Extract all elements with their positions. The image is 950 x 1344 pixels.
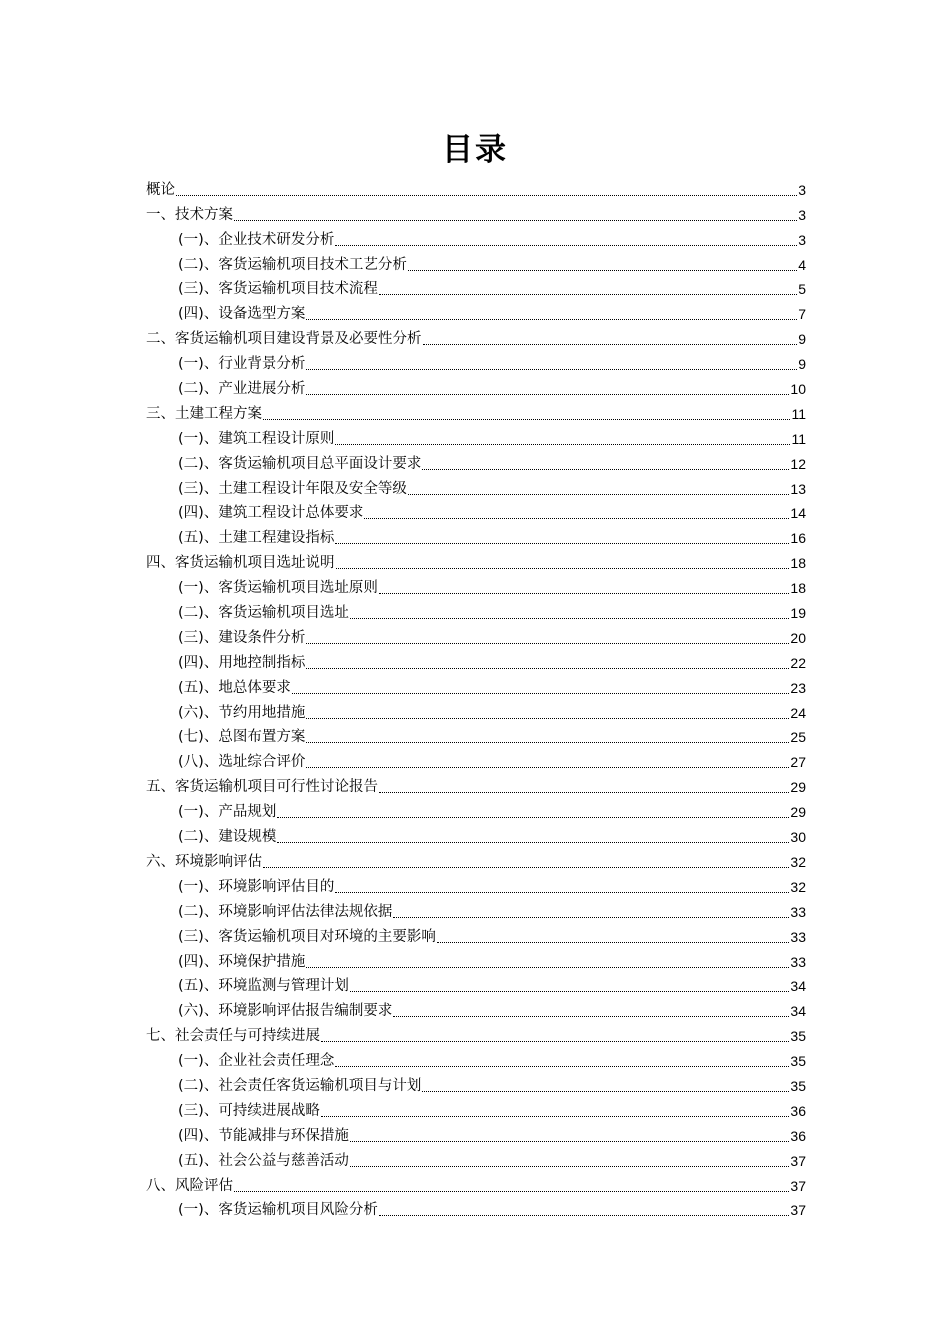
toc-dot-leader <box>350 618 790 619</box>
toc-section-entry[interactable] <box>146 948 806 973</box>
toc-page-number: 12 <box>790 455 806 472</box>
toc-page-number: 5 <box>798 281 806 298</box>
toc-page-number: 3 <box>798 181 806 198</box>
toc-dot-leader <box>336 568 790 569</box>
toc-chapter-entry[interactable] <box>146 400 806 425</box>
toc-section-entry[interactable] <box>146 748 806 773</box>
toc-dot-leader <box>292 693 790 694</box>
toc-page-number: 33 <box>790 928 806 945</box>
toc-page-number: 3 <box>798 206 806 223</box>
toc-chapter-entry[interactable] <box>146 848 806 873</box>
toc-page-number: 32 <box>790 878 806 895</box>
toc-entry-title: 六、环境影响评估 <box>146 853 262 870</box>
toc-section-entry[interactable] <box>146 997 806 1022</box>
toc-page-number: 10 <box>790 381 806 398</box>
toc-page-number: 35 <box>790 1028 806 1045</box>
toc-page-number: 20 <box>790 629 806 646</box>
toc-page-number: 35 <box>790 1053 806 1070</box>
toc-section-entry[interactable] <box>146 674 806 699</box>
toc-entry-title: (五)、环境监测与管理计划 <box>178 978 349 995</box>
toc-page-number: 14 <box>790 505 806 522</box>
toc-page-number: 27 <box>790 754 806 771</box>
toc-dot-leader <box>306 369 797 370</box>
toc-entry-title: 概论 <box>146 181 175 198</box>
toc-entry-title: (五)、社会公益与慈善活动 <box>178 1152 349 1169</box>
toc-dot-leader <box>335 543 789 544</box>
toc-dot-leader <box>335 892 789 893</box>
toc-entry-title: (一)、环境影响评估目的 <box>178 878 335 895</box>
toc-dot-leader <box>393 1016 789 1017</box>
toc-page-number: 11 <box>791 430 806 447</box>
toc-entry-title: (一)、客货运输机项目选址原则 <box>178 580 378 597</box>
toc-page-number: 25 <box>790 729 806 746</box>
toc-page-number: 7 <box>798 306 806 323</box>
toc-page-number: 13 <box>790 480 806 497</box>
toc-chapter-entry[interactable] <box>146 549 806 574</box>
toc-page-number: 22 <box>790 654 806 671</box>
toc-section-entry[interactable] <box>146 1147 806 1172</box>
toc-chapter-entry[interactable] <box>146 176 806 201</box>
toc-dot-leader <box>306 319 797 320</box>
toc-page-number: 23 <box>790 679 806 696</box>
toc-dot-leader <box>408 494 790 495</box>
toc-page-number: 33 <box>790 903 806 920</box>
toc-page-number: 37 <box>790 1202 806 1219</box>
toc-section-entry[interactable] <box>146 574 806 599</box>
toc-entry-title: (三)、客货运输机项目技术流程 <box>178 281 378 298</box>
toc-page-number: 3 <box>798 231 806 248</box>
toc-dot-leader <box>422 469 789 470</box>
toc-dot-leader <box>277 817 789 818</box>
toc-dot-leader <box>321 1041 789 1042</box>
toc-entry-title: (四)、节能减排与环保措施 <box>178 1127 349 1144</box>
toc-dot-leader <box>335 245 797 246</box>
toc-entry-title: 四、客货运输机项目选址说明 <box>146 555 335 572</box>
toc-dot-leader <box>321 1116 790 1117</box>
toc-section-entry[interactable] <box>146 599 806 624</box>
toc-page-number: 32 <box>790 853 806 870</box>
toc-page-number: 35 <box>790 1077 806 1094</box>
toc-section-entry[interactable] <box>146 823 806 848</box>
toc-dot-leader <box>263 419 790 420</box>
toc-entry-title: (二)、环境影响评估法律法规依据 <box>178 903 393 920</box>
toc-dot-leader <box>306 767 789 768</box>
toc-entry-title: (一)、建筑工程设计原则 <box>178 430 335 447</box>
toc-dot-leader <box>408 270 797 271</box>
toc-chapter-entry[interactable] <box>146 773 806 798</box>
toc-dot-leader <box>379 294 797 295</box>
toc-dot-leader <box>350 1166 790 1167</box>
toc-dot-leader <box>350 1141 790 1142</box>
toc-entry-title: (二)、客货运输机项目总平面设计要求 <box>178 455 422 472</box>
toc-section-entry[interactable] <box>146 425 806 450</box>
toc-page-number: 9 <box>798 356 806 373</box>
toc-entry-title: (三)、客货运输机项目对环境的主要影响 <box>178 928 436 945</box>
toc-section-entry[interactable] <box>146 375 806 400</box>
toc-chapter-entry[interactable] <box>146 1172 806 1197</box>
toc-dot-leader <box>306 643 789 644</box>
toc-page-number: 33 <box>790 953 806 970</box>
toc-section-entry[interactable] <box>146 500 806 525</box>
toc-entry-title: 二、客货运输机项目建设背景及必要性分析 <box>146 331 422 348</box>
toc-entry-title: (五)、土建工程建设指标 <box>178 530 335 547</box>
toc-entry-title: 八、风险评估 <box>146 1177 233 1194</box>
toc-entry-title: (四)、建筑工程设计总体要求 <box>178 505 364 522</box>
toc-entry-title: (三)、土建工程设计年限及安全等级 <box>178 480 407 497</box>
toc-section-entry[interactable] <box>146 300 806 325</box>
toc-section-entry[interactable] <box>146 450 806 475</box>
toc-page-number: 34 <box>790 978 806 995</box>
toc-section-entry[interactable] <box>146 699 806 724</box>
table-of-contents <box>146 176 806 1221</box>
toc-entry-title: (四)、用地控制指标 <box>178 654 306 671</box>
toc-page-number: 29 <box>790 779 806 796</box>
toc-chapter-entry[interactable] <box>146 325 806 350</box>
toc-dot-leader <box>176 195 797 196</box>
toc-entry-title: (一)、客货运输机项目风险分析 <box>178 1202 378 1219</box>
toc-entry-title: 五、客货运输机项目可行性讨论报告 <box>146 779 378 796</box>
toc-dot-leader <box>379 1215 790 1216</box>
toc-dot-leader <box>379 593 790 594</box>
toc-dot-leader <box>306 394 789 395</box>
toc-section-entry[interactable] <box>146 1097 806 1122</box>
toc-section-entry[interactable] <box>146 624 806 649</box>
toc-dot-leader <box>350 991 790 992</box>
toc-entry-title: (二)、客货运输机项目技术工艺分析 <box>178 256 407 273</box>
toc-dot-leader <box>364 518 789 519</box>
toc-section-entry[interactable] <box>146 873 806 898</box>
toc-page-number: 18 <box>790 555 806 572</box>
toc-dot-leader <box>306 742 789 743</box>
toc-page-number: 34 <box>790 1003 806 1020</box>
toc-section-entry[interactable] <box>146 475 806 500</box>
toc-dot-leader <box>437 942 790 943</box>
toc-entry-title: (五)、地总体要求 <box>178 679 291 696</box>
toc-entry-title: (一)、行业背景分析 <box>178 356 306 373</box>
toc-dot-leader <box>335 1066 789 1067</box>
toc-section-entry[interactable] <box>146 276 806 301</box>
toc-section-entry[interactable] <box>146 1197 806 1222</box>
toc-chapter-entry[interactable] <box>146 201 806 226</box>
toc-dot-leader <box>306 668 789 669</box>
toc-entry-title: (六)、节约用地措施 <box>178 704 306 721</box>
toc-entry-title: (二)、产业进展分析 <box>178 381 306 398</box>
toc-section-entry[interactable] <box>146 226 806 251</box>
toc-page-number: 11 <box>791 405 806 422</box>
toc-section-entry[interactable] <box>146 724 806 749</box>
toc-dot-leader <box>234 220 797 221</box>
toc-entry-title: (六)、环境影响评估报告编制要求 <box>178 1003 393 1020</box>
toc-dot-leader <box>335 444 790 445</box>
toc-section-entry[interactable] <box>146 1072 806 1097</box>
toc-entry-title: (四)、设备选型方案 <box>178 306 306 323</box>
toc-section-entry[interactable] <box>146 898 806 923</box>
toc-page-number: 16 <box>790 530 806 547</box>
toc-section-entry[interactable] <box>146 649 806 674</box>
toc-dot-leader <box>422 1091 789 1092</box>
toc-page-number: 18 <box>790 580 806 597</box>
toc-entry-title: (八)、选址综合评价 <box>178 754 306 771</box>
toc-page-number: 37 <box>790 1177 806 1194</box>
toc-section-entry[interactable] <box>146 798 806 823</box>
toc-page-number: 24 <box>790 704 806 721</box>
toc-page-number: 36 <box>790 1127 806 1144</box>
toc-page-number: 37 <box>790 1152 806 1169</box>
toc-entry-title: 一、技术方案 <box>146 206 233 223</box>
toc-dot-leader <box>263 867 789 868</box>
toc-section-entry[interactable] <box>146 251 806 276</box>
toc-entry-title: (二)、社会责任客货运输机项目与计划 <box>178 1077 422 1094</box>
page-title: 目录 <box>442 132 508 168</box>
toc-entry-title: (三)、可持续进展战略 <box>178 1102 320 1119</box>
toc-dot-leader <box>423 344 798 345</box>
toc-entry-title: (三)、建设条件分析 <box>178 629 306 646</box>
toc-page-number: 30 <box>790 829 806 846</box>
toc-dot-leader <box>306 718 789 719</box>
toc-entry-title: 三、土建工程方案 <box>146 405 262 422</box>
toc-entry-title: (一)、企业技术研发分析 <box>178 231 335 248</box>
toc-section-entry[interactable] <box>146 524 806 549</box>
toc-page-number: 4 <box>798 256 806 273</box>
toc-chapter-entry[interactable] <box>146 1022 806 1047</box>
toc-section-entry[interactable] <box>146 350 806 375</box>
toc-section-entry[interactable] <box>146 923 806 948</box>
toc-page-number: 36 <box>790 1102 806 1119</box>
toc-entry-title: (一)、产品规划 <box>178 804 277 821</box>
toc-page-number: 9 <box>798 331 806 348</box>
toc-dot-leader <box>277 842 789 843</box>
toc-page-number: 29 <box>790 804 806 821</box>
toc-section-entry[interactable] <box>146 1047 806 1072</box>
toc-dot-leader <box>306 967 789 968</box>
toc-dot-leader <box>379 792 789 793</box>
toc-entry-title: (二)、建设规模 <box>178 829 277 846</box>
toc-entry-title: (一)、企业社会责任理念 <box>178 1053 335 1070</box>
toc-dot-leader <box>234 1191 789 1192</box>
toc-section-entry[interactable] <box>146 1122 806 1147</box>
toc-entry-title: (七)、总图布置方案 <box>178 729 306 746</box>
toc-section-entry[interactable] <box>146 973 806 998</box>
toc-entry-title: (四)、环境保护措施 <box>178 953 306 970</box>
toc-entry-title: (二)、客货运输机项目选址 <box>178 605 349 622</box>
toc-dot-leader <box>393 917 789 918</box>
toc-entry-title: 七、社会责任与可持续进展 <box>146 1028 320 1045</box>
toc-page-number: 19 <box>790 605 806 622</box>
